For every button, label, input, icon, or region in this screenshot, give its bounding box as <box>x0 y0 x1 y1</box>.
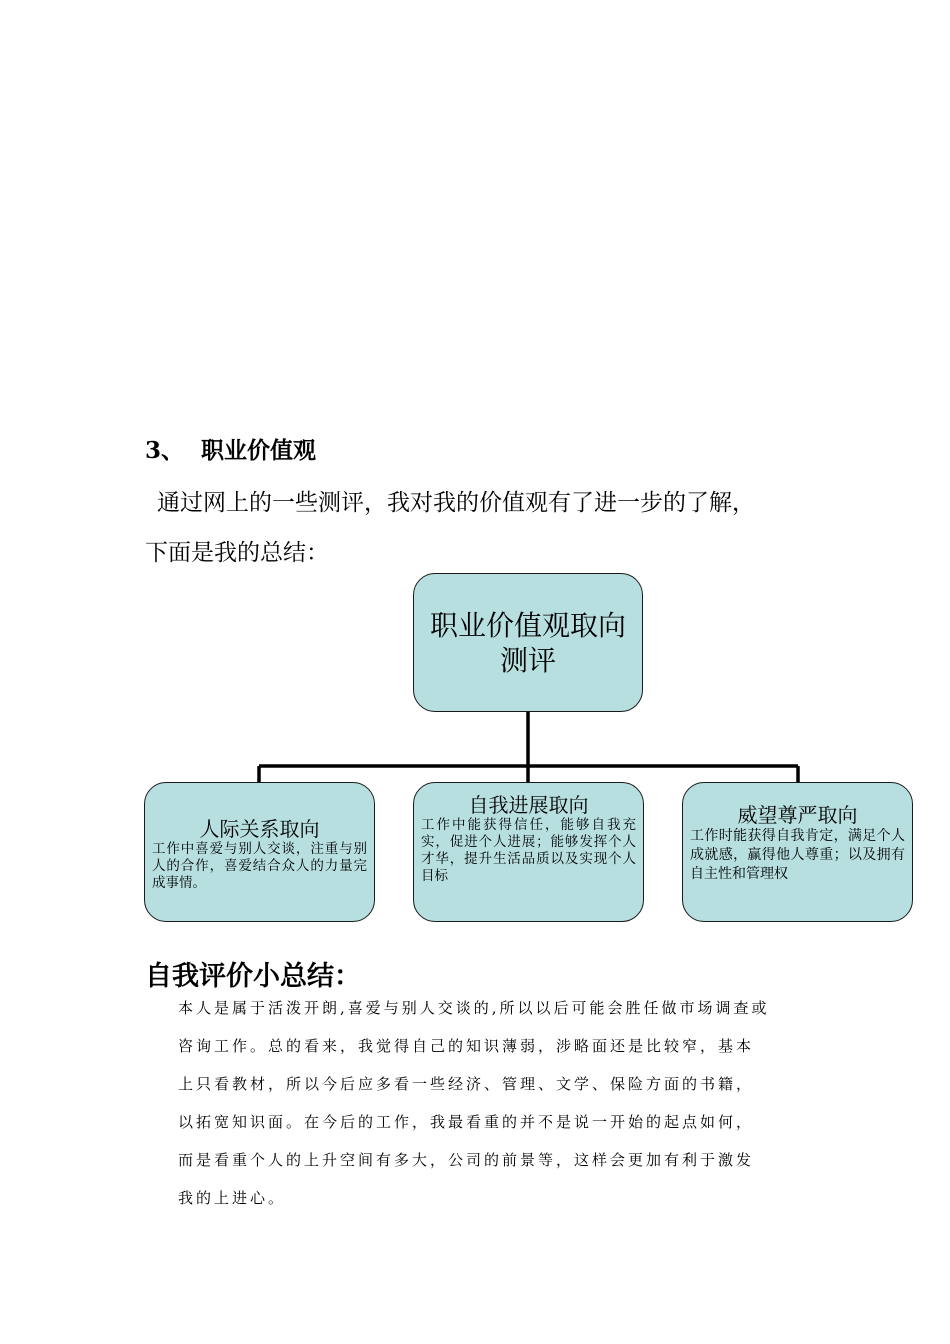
summary-line: 以拓宽知识面。在今后的工作，我最看重的并不是说一开始的起点如何， <box>178 1113 755 1131</box>
org-chart-node-interpersonal <box>144 782 375 922</box>
intro-line-1: 通过网上的一些测评，我对我的价值观有了进一步的了解， <box>157 490 755 516</box>
node-desc-self-development: 工作中能获得信任，能够自我充实，促进个人进展；能够发挥个人才华，提升生活品质以及实现个人目标 <box>421 817 636 884</box>
summary-line: 咨询工作。总的看来，我觉得自己的知识薄弱，涉略面还是比较窄，基本 <box>178 1037 755 1055</box>
summary-heading: 自我评价小总结： <box>145 961 361 992</box>
node-title-interpersonal: 人际关系取向 <box>199 817 320 841</box>
summary-line: 而是看重个人的上升空间有多大，公司的前景等，这样会更加有利于激发 <box>178 1151 755 1169</box>
root-node-title: 职业价值观取向测评 <box>429 608 626 677</box>
node-title-self-development: 自我进展取向 <box>468 793 589 817</box>
summary-line: 本人是属于活泼开朗,喜爱与别人交谈的,所以以后可能会胜任做市场调查或 <box>178 999 770 1017</box>
section-heading <box>145 432 316 465</box>
summary-line: 上只看教材，所以今后应多看一些经济、管理、文学、保险方面的书籍， <box>178 1075 755 1093</box>
summary-body <box>178 996 808 1224</box>
summary-line: 我的上进心。 <box>178 1189 287 1207</box>
section-number: 3、 <box>145 437 185 464</box>
node-desc-prestige: 工作时能获得自我肯定，满足个人成就感，赢得他人尊重；以及拥有自主性和管理权 <box>690 828 905 882</box>
intro-line-2: 下面是我的总结： <box>145 540 329 566</box>
org-chart-node-self-development <box>413 782 644 922</box>
section-title: 职业价值观 <box>201 437 316 464</box>
node-desc-interpersonal: 工作中喜爱与别人交谈，注重与别人的合作，喜爱结合众人的力量完成事情。 <box>152 841 367 891</box>
org-chart-root-node <box>413 573 643 712</box>
node-title-prestige: 威望尊严取向 <box>737 803 858 827</box>
org-chart-node-prestige <box>682 782 913 922</box>
